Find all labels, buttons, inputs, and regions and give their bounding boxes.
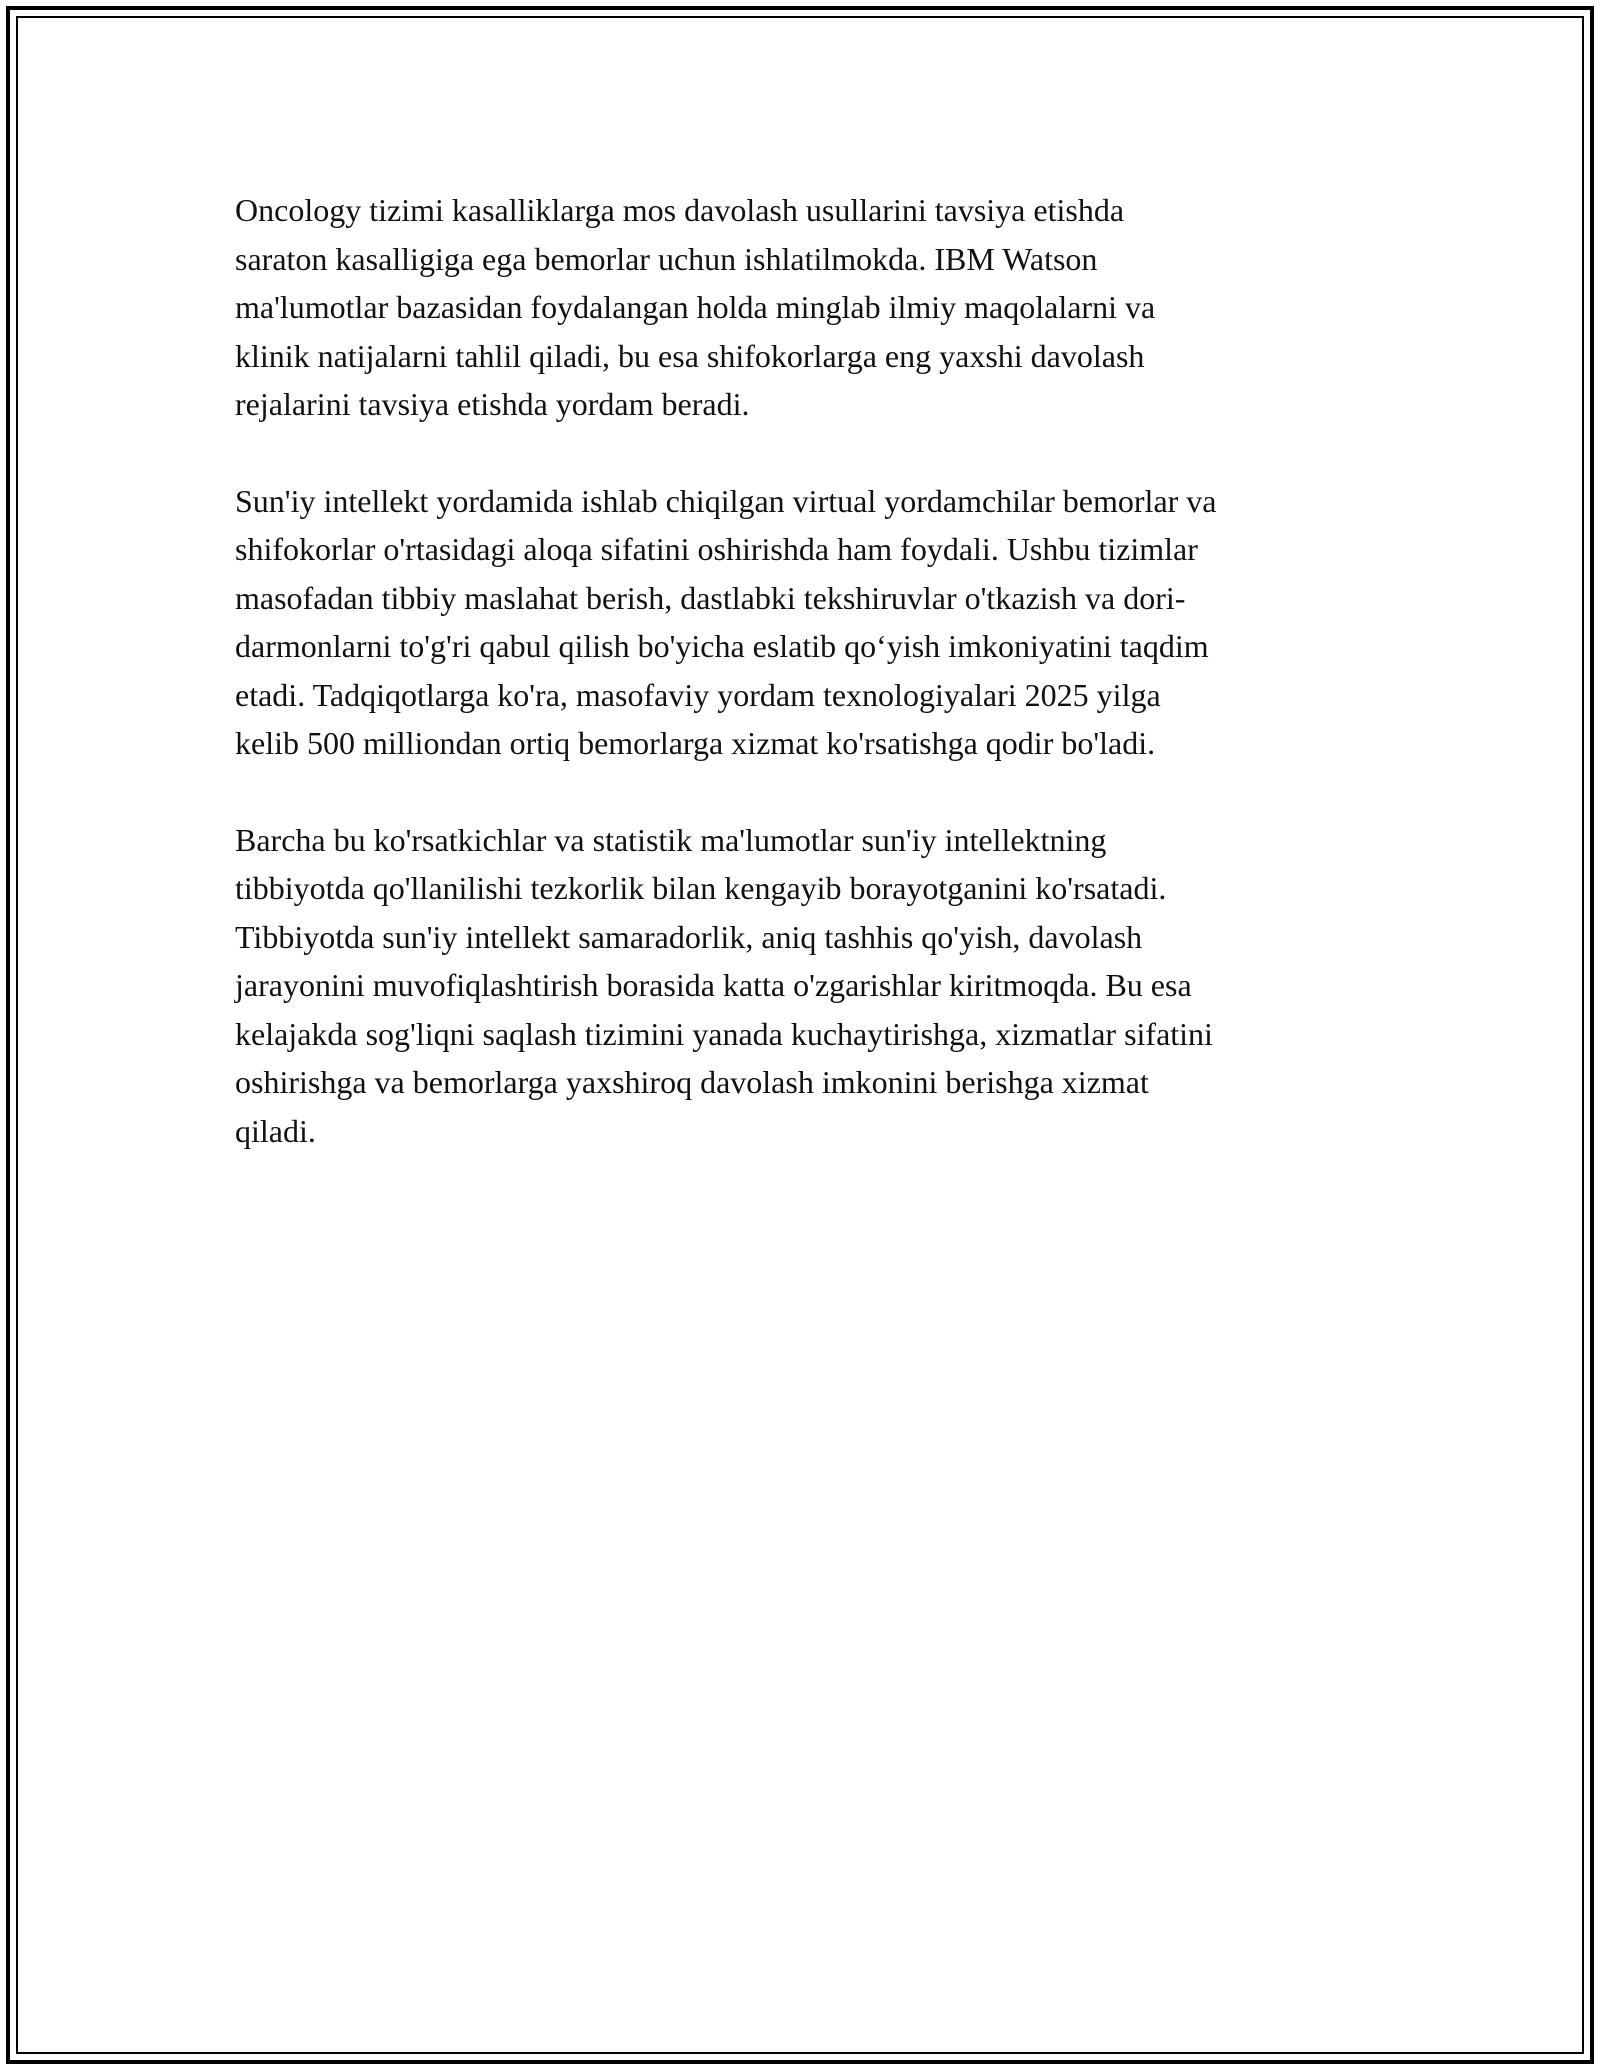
document-body: [235, 186, 1365, 1203]
paragraph-conclusion: Barcha bu ko'rsatkichlar va statistik ma'lumotlar sun'iy intellektning tibbiyotda qo'llanilishi tezkorlik bilan kengayib borayotganini ko'rsatadi. Tibbiyotda sun'iy intellekt samaradorlik, aniq tashhis qo'yish, davolash jarayonini muvofiqlashtirish borasida katta o'zgarishlar kiritmoqda. Bu esa kelajakda sog'liqni saqlash tizimini yanada kuchaytirishga, xizmatlar sifatini oshirishga va bemorlarga yaxshiroq davolash imkonini berishga xizmat qiladi.: [235, 821, 1213, 1149]
paragraph-virtual-assistants: Sun'iy intellekt yordamida ishlab chiqilgan virtual yordamchilar bemorlar va shifokorlar o'rtasidagi aloqa sifatini oshirishda ham foydali. Ushbu tizimlar masofadan tibbiy maslahat berish, dastlabki tekshiruvlar o'tkazish va dori- darmonlarni to'g'ri qabul qilish bo'yicha eslatib qo‘yish imkoniyatini taqdim etadi. Tadqiqotlarga ko'ra, masofaviy yordam texnologiyalari 2025 yilga kelib 500 milliondan ortiq bemorlarga xizmat ko'rsatishga qodir bo'ladi.: [235, 482, 1217, 761]
paragraph-oncology: Oncology tizimi kasalliklarga mos davolash usullarini tavsiya etishda saraton kasalligiga ega bemorlar uchun ishlatilmokda. IBM Watson ma'lumotlar bazasidan foydalangan holda minglab ilmiy maqolalarni va klinik natijalarni tahlil qiladi, bu esa shifokorlarga eng yaxshi davolash rejalarini tavsiya etishda yordam beradi.: [235, 192, 1156, 422]
